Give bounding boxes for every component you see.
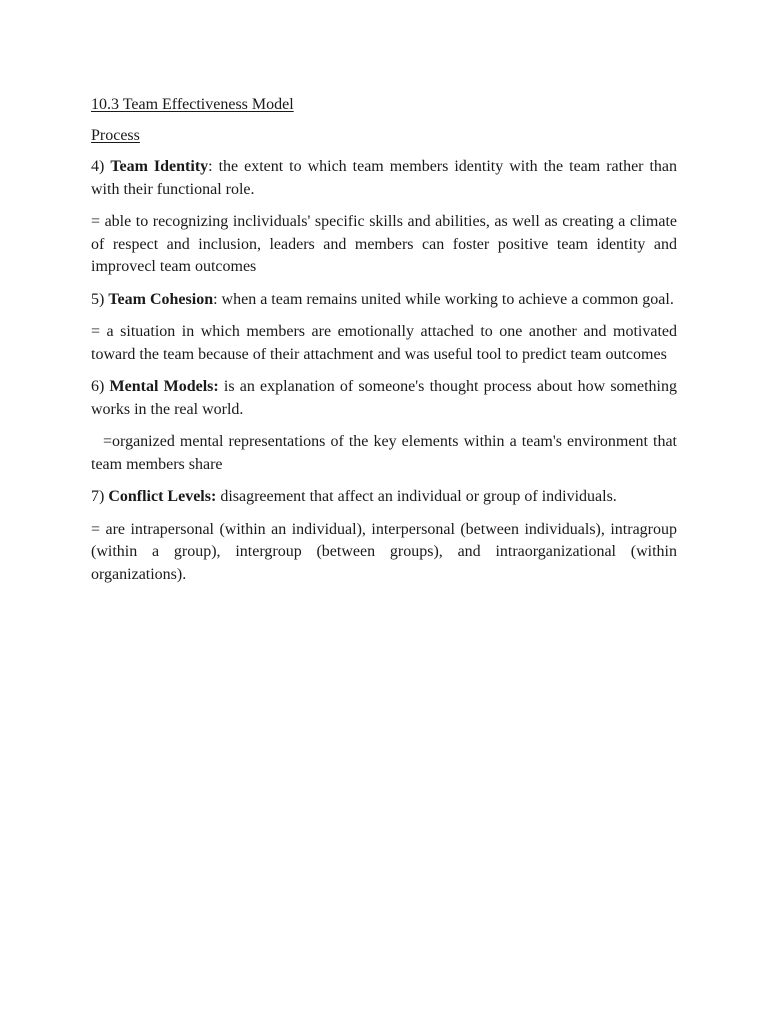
item-explanation-team-identity: = able to recognizing inclividuals' specific skills and abilities, as well as creating a climate of respect and inclusion, leaders and members can foster positive team identity and improvecl team outcomes bbox=[91, 213, 677, 275]
item-number: 6) bbox=[91, 378, 105, 395]
item-explanation-mental-models: =organized mental representations of the key elements within a team's environment that team members share bbox=[91, 433, 677, 473]
item-definition-text: : the extent to which team members identity with the team rather than with their functional role. bbox=[91, 158, 678, 198]
item-number: 7) bbox=[91, 488, 105, 505]
item-explanation-team-cohesion: = a situation in which members are emotionally attached to one another and motivated toward the team because of their attachment and was useful tool to predict team outcomes bbox=[91, 323, 677, 363]
item-term: Mental Models: bbox=[109, 378, 219, 395]
item-term: Conflict Levels: bbox=[108, 488, 217, 505]
item-definition-conflict-levels bbox=[91, 486, 677, 509]
item-definition-team-identity bbox=[91, 156, 677, 201]
item-number: 4) bbox=[91, 158, 105, 175]
document-page bbox=[91, 94, 677, 596]
item-definition-text: disagreement that affect an individual or group of individuals. bbox=[216, 488, 617, 505]
document-title: 10.3 Team Effectiveness Model bbox=[91, 96, 294, 113]
item-definition-mental-models bbox=[91, 376, 677, 421]
section-heading: Process bbox=[91, 126, 140, 144]
item-definition-text: is an explanation of someone's thought process about how something works in the real world. bbox=[91, 378, 677, 418]
item-definition-team-cohesion bbox=[91, 289, 677, 312]
item-definition-text: : when a team remains united while working to achieve a common goal. bbox=[213, 290, 674, 308]
item-term: Team Identity bbox=[110, 158, 209, 175]
item-explanation-conflict-levels: = are intrapersonal (within an individual), interpersonal (between individuals), intragroup (within a group), intergroup (between groups), and intraorganizational (within organizations). bbox=[91, 520, 677, 583]
item-term: Team Cohesion bbox=[108, 290, 214, 308]
item-number: 5) bbox=[91, 290, 105, 308]
